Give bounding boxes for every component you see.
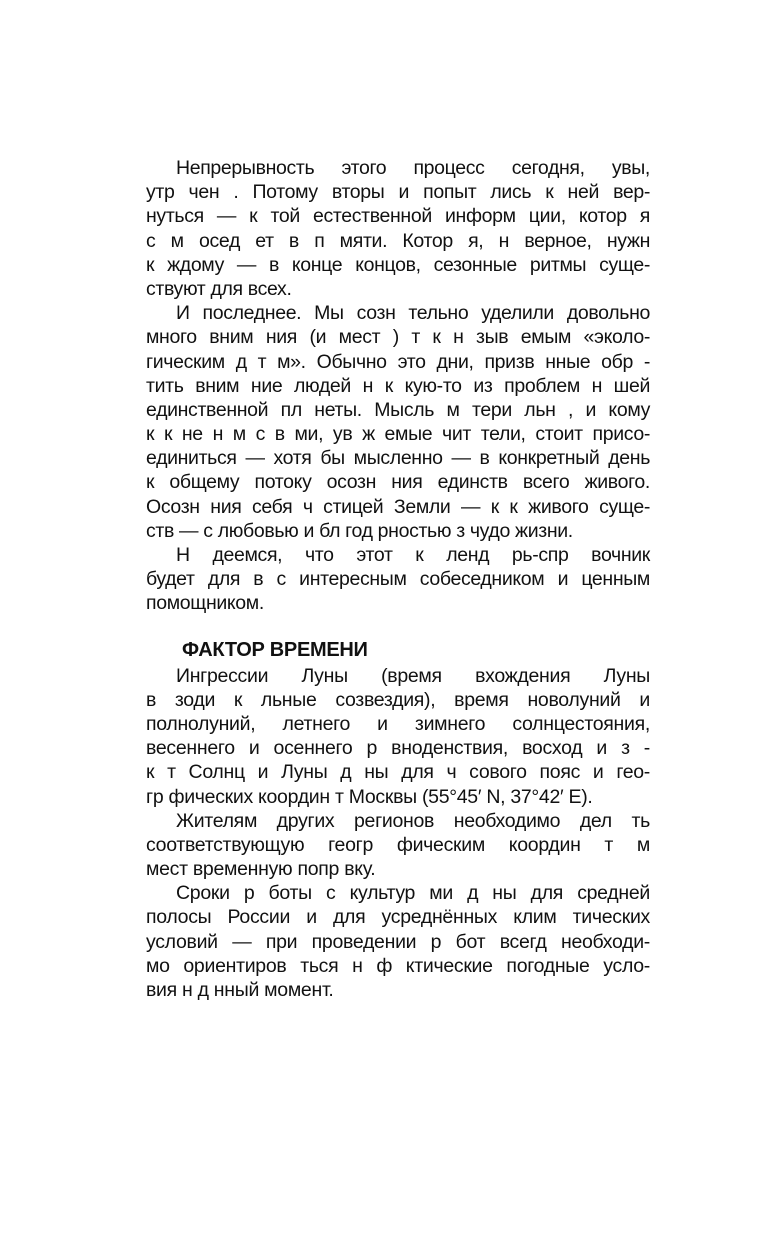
text-line: Сроки р боты с культур ми д ны для средней: [176, 882, 650, 905]
text-line: Н деемся, что этот к ленд рь-спр вочник: [176, 544, 650, 566]
text-line: И последнее. Мы созн тельно уделили довольно: [176, 302, 650, 325]
paragraph: [146, 301, 650, 543]
text-line: Осозн ния себя ч стицей Земли — к к живого суще-: [146, 495, 650, 518]
text-line: к общему потоку осозн ния единств всего живого.: [146, 471, 650, 494]
text-line: тить вним ние людей н к кую-то из проблем н шей: [146, 374, 650, 397]
text-line: вия н д нный момент.: [146, 979, 334, 1001]
text-line: ств — с любовью и бл год рностью з чудо жизни.: [146, 519, 573, 542]
text-line: будет для в с интересным собеседником и ценным: [146, 568, 650, 591]
text-line: к ждому — в конце концов, сезонные ритмы суще-: [146, 253, 650, 276]
text-line: к к не н м с в ми, ув ж емые чит тели, стоит присо-: [146, 423, 650, 446]
text-line: к т Солнц и Луны д ны для ч сового пояс и гео-: [146, 761, 650, 784]
text-line: гр фических координ т Москвы (55°45′ N, 37°42′ E).: [146, 785, 593, 808]
text-line: соответствующую геогр фическим координ т м: [146, 833, 650, 856]
text-line: Ингрессии Луны (время вхождения Луны: [176, 664, 650, 687]
text-line: полнолуний, летнего и зимнего солнцестояния,: [146, 712, 650, 735]
text-line: много вним ния (и мест ) т к н зыв емым «эколо-: [146, 326, 650, 349]
text-line: нуться — к той естественной информ ции, котор я: [146, 205, 650, 228]
paragraph: [146, 156, 650, 301]
section-heading: ФАКТОР ВРЕМЕНИ: [182, 638, 368, 661]
text-line: единственной пл неты. Мысль м тери льн , и кому: [146, 398, 650, 421]
text-line: мо ориентиров ться н ф ктические погодные усло-: [146, 954, 650, 977]
paragraph: [146, 664, 650, 809]
page-body: [146, 156, 650, 1002]
text-line: с м осед ет в п мяти. Котор я, н верное, нужн: [146, 229, 650, 252]
text-line: единиться — хотя бы мысленно — в конкретный день: [146, 447, 650, 470]
text-line: ствуют для всех.: [146, 277, 292, 300]
text-line: Непрерывность этого процесс сегодня, увы,: [176, 157, 650, 179]
text-line: Жителям других регионов необходимо дел ть: [176, 809, 650, 832]
text-line: утр чен . Потому вторы и попыт лись к ней вер-: [146, 181, 650, 204]
text-line: условий — при проведении р бот всегд необходи-: [146, 930, 650, 953]
text-line: помощником.: [146, 592, 264, 615]
paragraph: [146, 809, 650, 882]
paragraph: [146, 543, 650, 616]
section-body: [146, 664, 650, 1003]
text-line: в зоди к льные созвездия), время новолуний и: [146, 688, 650, 711]
text-line: весеннего и осеннего р вноденствия, восход и з -: [146, 737, 650, 760]
text-line: полосы России и для усреднённых клим тических: [146, 906, 650, 929]
text-line: мест временную попр вку.: [146, 858, 376, 881]
text-line: гическим д т м». Обычно это дни, призв нные обр -: [146, 350, 650, 373]
paragraph: [146, 881, 650, 1002]
